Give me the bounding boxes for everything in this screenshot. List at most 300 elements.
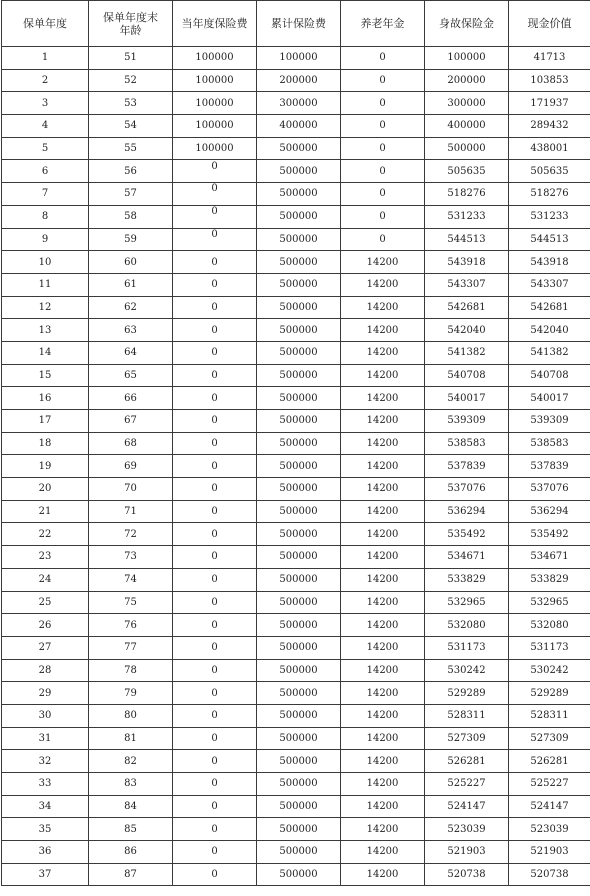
cell-pension-annuity: 14200 [341,841,425,864]
cell-death-benefit: 200000 [425,69,509,92]
cell-age: 67 [89,410,173,433]
cell-age: 52 [89,69,173,92]
cell-policy-year: 1 [2,47,89,70]
cell-policy-year: 17 [2,410,89,433]
cell-policy-year: 4 [2,115,89,138]
cell-age: 78 [89,659,173,682]
cell-cumulative-premium: 500000 [257,341,341,364]
cell-cumulative-premium: 500000 [257,410,341,433]
table-row [2,591,590,614]
cell-death-benefit: 532080 [425,614,509,637]
cell-policy-year: 14 [2,341,89,364]
table-row [2,704,590,727]
cell-annual-premium [173,205,257,228]
table-row [2,818,590,841]
cell-pension-annuity: 14200 [341,818,425,841]
cell-death-benefit: 543918 [425,251,509,274]
cell-annual-premium: 0 [173,636,257,659]
cell-age: 84 [89,795,173,818]
cell-age: 64 [89,341,173,364]
cell-annual-premium: 0 [173,364,257,387]
cell-policy-year: 28 [2,659,89,682]
cell-cash-value: 530242 [509,659,590,682]
cell-age: 76 [89,614,173,637]
cell-annual-premium: 0 [173,251,257,274]
cell-annual-premium: 0 [173,750,257,773]
cell-death-benefit: 538583 [425,432,509,455]
cell-policy-year: 21 [2,500,89,523]
header-annual-premium: 当年度保险费 [173,1,257,47]
cell-cumulative-premium: 200000 [257,69,341,92]
cell-annual-premium: 0 [173,410,257,433]
cell-pension-annuity: 14200 [341,432,425,455]
cell-death-benefit: 537076 [425,478,509,501]
cell-pension-annuity: 14200 [341,863,425,886]
cell-pension-annuity: 14200 [341,568,425,591]
cell-cumulative-premium: 500000 [257,818,341,841]
cell-age: 72 [89,523,173,546]
cell-cumulative-premium: 500000 [257,387,341,410]
cell-cash-value: 543918 [509,251,590,274]
cell-policy-year: 10 [2,251,89,274]
cell-pension-annuity: 14200 [341,795,425,818]
cell-policy-year: 26 [2,614,89,637]
table-row [2,137,590,160]
table-row [2,682,590,705]
cell-pension-annuity: 14200 [341,319,425,342]
cell-pension-annuity: 14200 [341,704,425,727]
cell-pension-annuity: 0 [341,228,425,251]
cell-policy-year: 15 [2,364,89,387]
cell-pension-annuity: 14200 [341,682,425,705]
cell-cash-value: 537076 [509,478,590,501]
table-row [2,773,590,796]
cell-pension-annuity: 14200 [341,296,425,319]
table-row [2,92,590,115]
cell-cash-value: 526281 [509,750,590,773]
cell-pension-annuity: 14200 [341,523,425,546]
header-cash-value: 现金价值 [509,1,590,47]
cell-pension-annuity: 14200 [341,500,425,523]
cell-death-benefit: 100000 [425,47,509,70]
cell-cumulative-premium: 500000 [257,455,341,478]
cell-policy-year: 23 [2,546,89,569]
cell-age: 58 [89,205,173,228]
cell-death-benefit: 527309 [425,727,509,750]
cell-annual-premium: 0 [173,682,257,705]
cell-age: 86 [89,841,173,864]
cell-policy-year: 24 [2,568,89,591]
cell-cash-value: 533829 [509,568,590,591]
cell-death-benefit: 530242 [425,659,509,682]
table-header-row [2,1,590,47]
cell-cumulative-premium: 500000 [257,273,341,296]
cell-pension-annuity: 14200 [341,251,425,274]
cell-cumulative-premium: 500000 [257,591,341,614]
cell-death-benefit: 542040 [425,319,509,342]
cell-cash-value: 543307 [509,273,590,296]
cell-cumulative-premium: 500000 [257,296,341,319]
cell-pension-annuity: 0 [341,115,425,138]
cell-death-benefit: 543307 [425,273,509,296]
cell-death-benefit: 531233 [425,205,509,228]
cell-death-benefit: 300000 [425,92,509,115]
cell-cash-value: 103853 [509,69,590,92]
table-row [2,750,590,773]
table-row [2,478,590,501]
cell-age: 56 [89,160,173,183]
cell-cash-value: 523039 [509,818,590,841]
cell-cumulative-premium: 500000 [257,841,341,864]
cell-cash-value: 538583 [509,432,590,455]
cell-annual-premium: 0 [173,341,257,364]
cell-cumulative-premium: 500000 [257,750,341,773]
cell-policy-year: 36 [2,841,89,864]
cell-pension-annuity: 14200 [341,478,425,501]
cell-cash-value: 41713 [509,47,590,70]
cell-age: 63 [89,319,173,342]
cell-cumulative-premium: 500000 [257,546,341,569]
cell-cash-value: 518276 [509,183,590,206]
cell-age: 54 [89,115,173,138]
cell-age: 60 [89,251,173,274]
cell-age: 71 [89,500,173,523]
cell-cash-value: 542040 [509,319,590,342]
table-row [2,387,590,410]
cell-cash-value: 535492 [509,523,590,546]
cell-policy-year: 8 [2,205,89,228]
cell-cumulative-premium: 500000 [257,863,341,886]
cell-policy-year: 11 [2,273,89,296]
cell-cumulative-premium: 500000 [257,364,341,387]
header-age-at-year-end: 保单年度末年龄 [89,1,173,47]
cell-annual-premium: 0 [173,568,257,591]
cell-death-benefit: 535492 [425,523,509,546]
table-row [2,546,590,569]
cell-pension-annuity: 14200 [341,659,425,682]
table-row [2,659,590,682]
cell-pension-annuity: 14200 [341,773,425,796]
cell-policy-year: 18 [2,432,89,455]
cell-death-benefit: 534671 [425,546,509,569]
header-pension-annuity: 养老年金 [341,1,425,47]
cell-death-benefit: 528311 [425,704,509,727]
cell-cumulative-premium: 500000 [257,228,341,251]
cell-death-benefit: 520738 [425,863,509,886]
cell-death-benefit: 544513 [425,228,509,251]
cell-annual-premium: 0 [173,727,257,750]
cell-value: 0 [211,228,218,240]
cell-cash-value: 540708 [509,364,590,387]
cell-age: 73 [89,546,173,569]
cell-death-benefit: 505635 [425,160,509,183]
cell-cash-value: 534671 [509,546,590,569]
cell-age: 62 [89,296,173,319]
table-row [2,841,590,864]
cell-pension-annuity: 0 [341,137,425,160]
cell-death-benefit: 500000 [425,137,509,160]
cell-pension-annuity: 14200 [341,750,425,773]
cell-age: 55 [89,137,173,160]
cell-annual-premium: 0 [173,704,257,727]
cell-age: 79 [89,682,173,705]
cell-cumulative-premium: 500000 [257,183,341,206]
cell-age: 59 [89,228,173,251]
cell-cumulative-premium: 500000 [257,205,341,228]
header-death-benefit: 身故保险金 [425,1,509,47]
table-row [2,863,590,886]
cell-policy-year: 22 [2,523,89,546]
table-row [2,160,590,183]
cell-death-benefit: 526281 [425,750,509,773]
cell-death-benefit: 521903 [425,841,509,864]
cell-policy-year: 30 [2,704,89,727]
cell-annual-premium: 100000 [173,69,257,92]
cell-age: 70 [89,478,173,501]
table-row [2,410,590,433]
cell-annual-premium: 100000 [173,92,257,115]
cell-annual-premium: 0 [173,863,257,886]
header-cumulative-premium: 累计保险费 [257,1,341,47]
cell-value: 0 [211,206,218,218]
cell-cash-value: 532965 [509,591,590,614]
table-row [2,205,590,228]
cell-cumulative-premium: 500000 [257,636,341,659]
cell-cumulative-premium: 100000 [257,47,341,70]
cell-cumulative-premium: 500000 [257,568,341,591]
cell-age: 53 [89,92,173,115]
cell-cumulative-premium: 500000 [257,727,341,750]
cell-cash-value: 525227 [509,773,590,796]
table-row [2,727,590,750]
cell-cash-value: 528311 [509,704,590,727]
cell-cash-value: 541382 [509,341,590,364]
table-row [2,251,590,274]
cell-death-benefit: 532965 [425,591,509,614]
cell-death-benefit: 531173 [425,636,509,659]
cell-annual-premium: 0 [173,523,257,546]
cell-age: 87 [89,863,173,886]
cell-pension-annuity: 14200 [341,636,425,659]
cell-cash-value: 521903 [509,841,590,864]
cell-death-benefit: 541382 [425,341,509,364]
cell-annual-premium: 0 [173,773,257,796]
cell-age: 68 [89,432,173,455]
cell-pension-annuity: 0 [341,92,425,115]
cell-death-benefit: 529289 [425,682,509,705]
cell-policy-year: 32 [2,750,89,773]
cell-cash-value: 524147 [509,795,590,818]
cell-policy-year: 33 [2,773,89,796]
cell-age: 74 [89,568,173,591]
cell-cumulative-premium: 500000 [257,523,341,546]
cell-cash-value: 438001 [509,137,590,160]
cell-policy-year: 20 [2,478,89,501]
cell-pension-annuity: 14200 [341,591,425,614]
table-row [2,115,590,138]
cell-cumulative-premium: 500000 [257,160,341,183]
cell-cumulative-premium: 500000 [257,251,341,274]
cell-annual-premium [173,228,257,251]
cell-policy-year: 35 [2,818,89,841]
cell-pension-annuity: 14200 [341,546,425,569]
cell-cash-value: 171937 [509,92,590,115]
cell-policy-year: 6 [2,160,89,183]
cell-age: 65 [89,364,173,387]
table-row [2,319,590,342]
cell-annual-premium: 0 [173,795,257,818]
cell-death-benefit: 542681 [425,296,509,319]
cell-death-benefit: 539309 [425,410,509,433]
cell-policy-year: 27 [2,636,89,659]
cell-annual-premium: 0 [173,387,257,410]
table-row [2,523,590,546]
cell-pension-annuity: 14200 [341,364,425,387]
table-row [2,228,590,251]
benefit-table [1,0,590,886]
cell-policy-year: 37 [2,863,89,886]
table-row [2,432,590,455]
cell-policy-year: 16 [2,387,89,410]
cell-pension-annuity: 0 [341,160,425,183]
cell-cumulative-premium: 500000 [257,704,341,727]
table-row [2,296,590,319]
table-body [2,47,590,886]
table-row [2,500,590,523]
cell-policy-year: 31 [2,727,89,750]
cell-annual-premium: 0 [173,591,257,614]
cell-pension-annuity: 0 [341,205,425,228]
cell-cumulative-premium: 500000 [257,500,341,523]
cell-cumulative-premium: 500000 [257,478,341,501]
cell-cash-value: 505635 [509,160,590,183]
cell-pension-annuity: 14200 [341,727,425,750]
cell-death-benefit: 536294 [425,500,509,523]
cell-cumulative-premium: 500000 [257,432,341,455]
cell-death-benefit: 537839 [425,455,509,478]
cell-cash-value: 289432 [509,115,590,138]
cell-death-benefit: 540708 [425,364,509,387]
cell-policy-year: 19 [2,455,89,478]
table-row [2,614,590,637]
cell-cash-value: 532080 [509,614,590,637]
cell-annual-premium [173,183,257,206]
cell-age: 57 [89,183,173,206]
cell-policy-year: 13 [2,319,89,342]
cell-policy-year: 25 [2,591,89,614]
cell-death-benefit: 400000 [425,115,509,138]
table-row [2,455,590,478]
cell-policy-year: 29 [2,682,89,705]
cell-age: 51 [89,47,173,70]
cell-cash-value: 540017 [509,387,590,410]
cell-annual-premium: 0 [173,455,257,478]
cell-cash-value: 536294 [509,500,590,523]
cell-policy-year: 12 [2,296,89,319]
table-row [2,183,590,206]
cell-pension-annuity: 14200 [341,410,425,433]
table-row [2,69,590,92]
table-row [2,364,590,387]
cell-cumulative-premium: 500000 [257,137,341,160]
cell-pension-annuity: 0 [341,69,425,92]
cell-cash-value: 531173 [509,636,590,659]
cell-age: 77 [89,636,173,659]
cell-age: 81 [89,727,173,750]
table-row [2,636,590,659]
table-row [2,568,590,591]
cell-age: 66 [89,387,173,410]
cell-policy-year: 34 [2,795,89,818]
cell-policy-year: 3 [2,92,89,115]
cell-cash-value: 537839 [509,455,590,478]
cell-cumulative-premium: 500000 [257,659,341,682]
cell-annual-premium: 0 [173,319,257,342]
cell-death-benefit: 523039 [425,818,509,841]
cell-policy-year: 7 [2,183,89,206]
cell-cumulative-premium: 400000 [257,115,341,138]
cell-annual-premium: 0 [173,659,257,682]
cell-pension-annuity: 14200 [341,341,425,364]
cell-annual-premium: 100000 [173,115,257,138]
cell-cash-value: 531233 [509,205,590,228]
table-row [2,273,590,296]
cell-annual-premium: 100000 [173,137,257,160]
cell-age: 75 [89,591,173,614]
cell-annual-premium: 0 [173,478,257,501]
cell-age: 80 [89,704,173,727]
cell-death-benefit: 524147 [425,795,509,818]
cell-policy-year: 2 [2,69,89,92]
cell-pension-annuity: 14200 [341,273,425,296]
cell-cash-value: 520738 [509,863,590,886]
cell-age: 69 [89,455,173,478]
cell-age: 83 [89,773,173,796]
cell-annual-premium: 0 [173,818,257,841]
cell-policy-year: 9 [2,228,89,251]
cell-pension-annuity: 14200 [341,387,425,410]
cell-cash-value: 539309 [509,410,590,433]
cell-policy-year: 5 [2,137,89,160]
cell-annual-premium: 0 [173,546,257,569]
cell-death-benefit: 533829 [425,568,509,591]
cell-age: 61 [89,273,173,296]
cell-cumulative-premium: 500000 [257,795,341,818]
cell-annual-premium: 100000 [173,47,257,70]
cell-cumulative-premium: 500000 [257,682,341,705]
cell-annual-premium: 0 [173,500,257,523]
cell-annual-premium: 0 [173,273,257,296]
cell-cumulative-premium: 500000 [257,614,341,637]
cell-annual-premium: 0 [173,296,257,319]
cell-value: 0 [211,183,218,195]
cell-cash-value: 542681 [509,296,590,319]
cell-cumulative-premium: 500000 [257,773,341,796]
cell-annual-premium: 0 [173,614,257,637]
cell-age: 85 [89,818,173,841]
cell-cash-value: 527309 [509,727,590,750]
cell-pension-annuity: 0 [341,183,425,206]
cell-death-benefit: 525227 [425,773,509,796]
table-row [2,341,590,364]
table-row [2,795,590,818]
cell-death-benefit: 518276 [425,183,509,206]
cell-cumulative-premium: 500000 [257,319,341,342]
cell-annual-premium: 0 [173,841,257,864]
header-policy-year: 保单年度 [2,1,89,47]
cell-pension-annuity: 14200 [341,455,425,478]
cell-value: 0 [211,160,218,172]
